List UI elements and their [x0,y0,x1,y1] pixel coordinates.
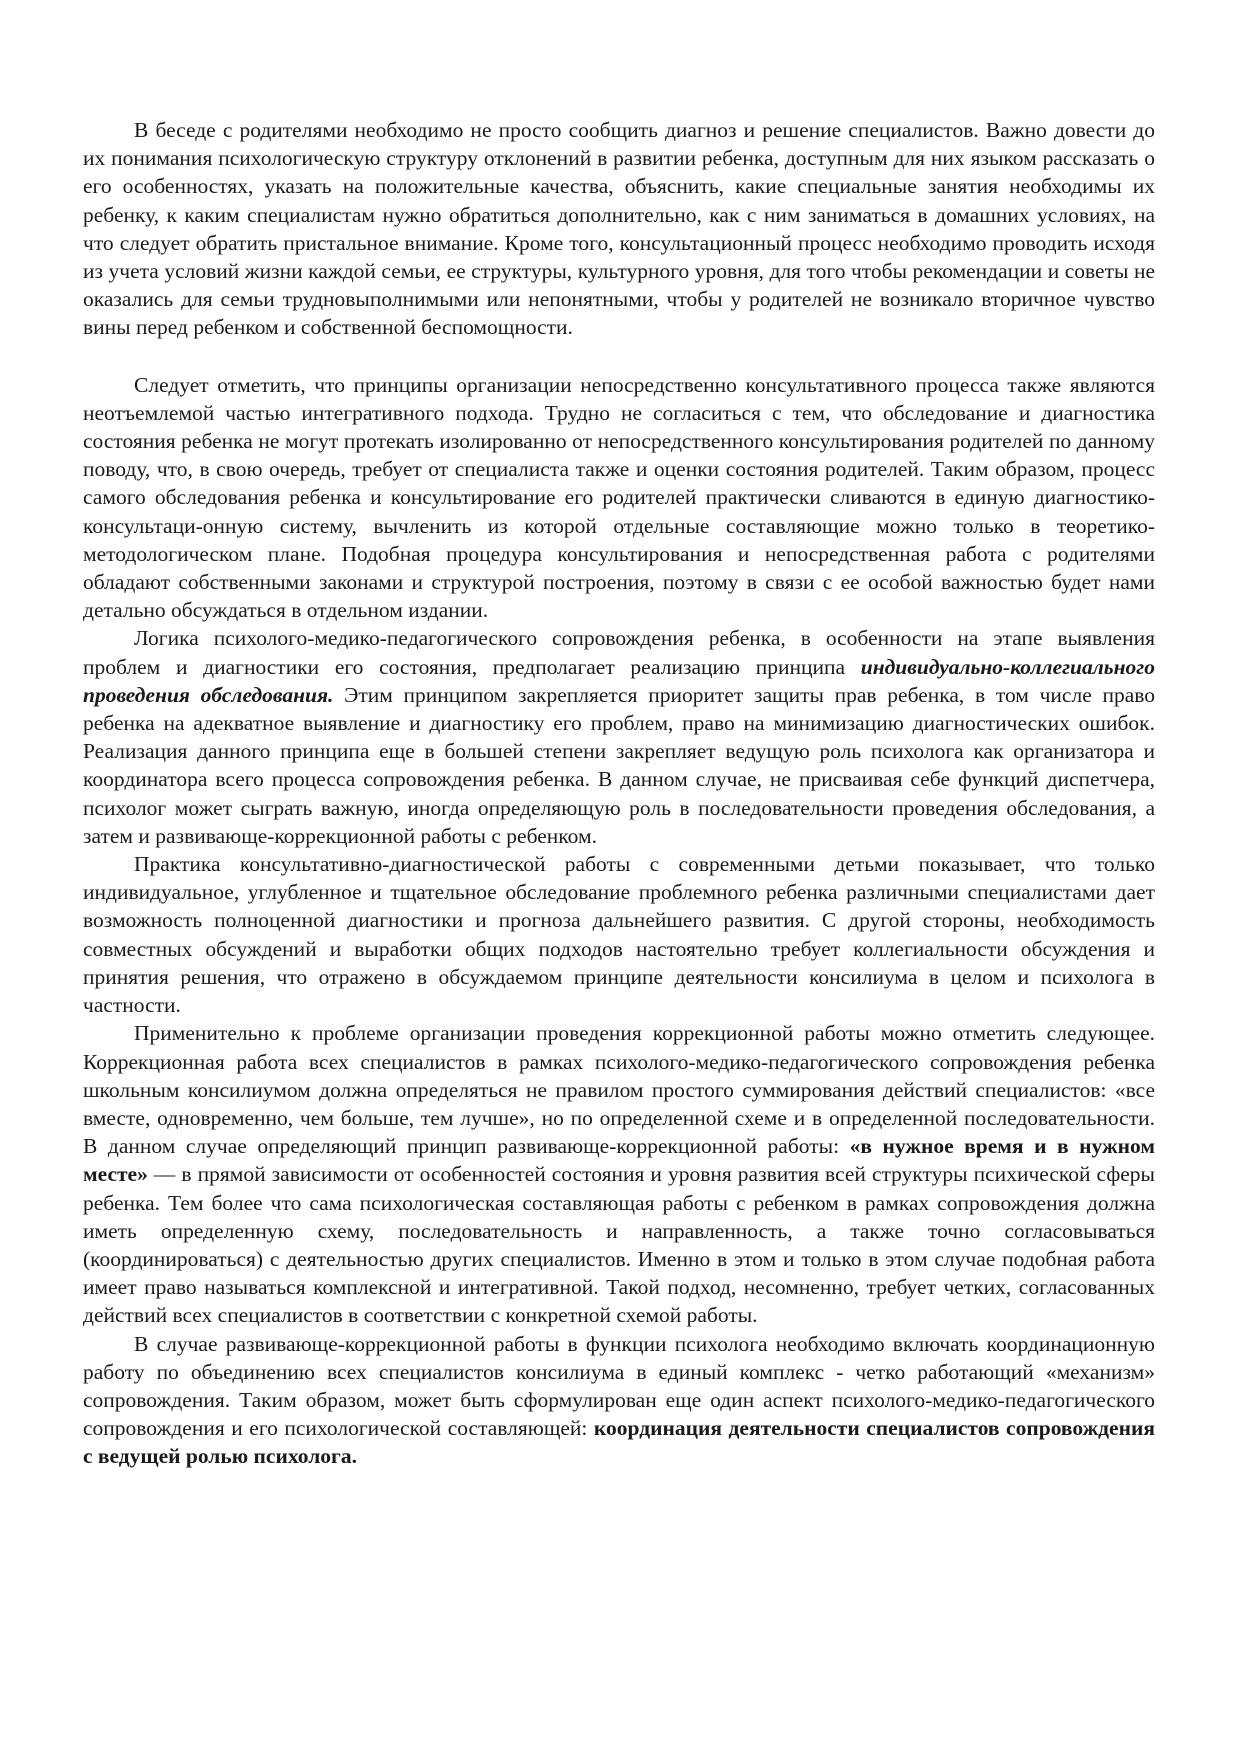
paragraph-3 [83,624,1155,850]
document-page [83,116,1155,1471]
paragraph-5 [83,1019,1155,1329]
paragraph-1-text: В беседе с родителями необходимо не просто сообщить диагноз и решение специалистов. Важно довести до их понимания психологическую структуру отклонений в развитии ребенка, доступным для них языком рассказать о его особенностях, указать на положительные качества, объяснить, какие специальные занятия необходимы их ребенку, к каким специалистам нужно обратиться дополнительно, как с ним заниматься в домашних условиях, на что следует обратить пристальное внимание. Кроме того, консультационный процесс необходимо проводить исходя из учета условий жизни каждой семьи, ее структуры, культурного уровня, для того чтобы рекомендации и советы не оказались для семьи трудновыполнимыми или непонятными, чтобы у родителей не возникало вторичное чувство вины перед ребенком и собственной беспомощности. [83,118,1155,340]
paragraph-6-emphasis: координация деятельности специалистов сопровождения с ведущей ролью психолога. [83,1416,1155,1469]
paragraph-3-text-after: Этим принципом закрепляется приоритет защиты прав ребенка, в том числе право ребенка на адекватное выявление и диагностику его проблем, право на минимизацию диагностических ошибок. Реализация данного принципа еще в большей степени закрепляет ведущую роль психолога как организатора и координатора всего процесса сопровождения ребенка. В данном случае, не присваивая себе функций диспетчера, психолог может сыграть важную, иногда определяющую роль в последовательности проведения обследования, а затем и развивающе-коррекционной работы с ребенком. [83,682,1155,848]
paragraph-4 [83,850,1155,1019]
paragraph-4-text: Практика консультативно-диагностической работы с современными детьми показывает, что только индивидуальное, углубленное и тщательное обследование проблемного ребенка различными специалистами дает возможность полноценной диагностики и прогноза дальнейшего развития. С другой стороны, необходимость совместных обсуждений и выработки общих подходов настоятельно требует коллегиальности обсуждения и принятия решения, что отражено в обсуждаемом принципе деятельности консилиума в целом и психолога в частности. [83,852,1155,1018]
paragraph-5-text-before: Применительно к проблеме организации проведения коррекционной работы можно отметить следующее. Коррекционная работа всех специалистов в рамках психолого-медико-педагогического сопровождения ребенка школьным консилиумом должна определяться не правилом простого суммирования действий специалистов: «все вместе, одновременно, чем больше, тем лучше», но по определенной схеме и в определенной последовательности. В данном случае определяющий принцип развивающе-коррекционной работы: [83,1021,1155,1159]
paragraph-6 [83,1330,1155,1471]
paragraph-1 [83,116,1155,342]
paragraph-3-text-before: Логика психолого-медико-педагогического сопровождения ребенка, в особенности на этапе выявления проблем и диагностики его состояния, предполагает реализацию принципа [83,626,1155,679]
paragraph-5-text-after: — в прямой зависимости от особенностей состояния и уровня развития всей структуры психической сферы ребенка. Тем более что сама психологическая составляющая работы с ребенком в рамках сопровождения должна иметь определенную схему, последовательность и направленность, а также точно согласовываться (координироваться) с деятельностью других специалистов. Именно в этом и только в этом случае подобная работа имеет право называться комплексной и интегративной. Такой подход, несомненно, требует четких, согласованных действий всех специалистов в соответствии с конкретной схемой работы. [83,1162,1155,1328]
paragraph-6-text-before: В случае развивающе-коррекционной работы в функции психолога необходимо включать координационную работу по объединению всех специалистов консилиума в единый комплекс - четко работающий «механизм» сопровождения. Таким образом, может быть сформулирован еще один аспект психолого-медико-педагогического сопровождения и его психологической составляющей: [83,1331,1155,1441]
paragraph-3-emphasis: индивидуально-коллегиального проведения обследования. [83,654,1155,707]
paragraph-5-emphasis: «в нужное время и в нужном месте» [83,1134,1155,1187]
paragraph-2-text: Следует отметить, что принципы организации непосредственно консультативного процесса также являются неотъемлемой частью интегративного подхода. Трудно не согласиться с тем, что обследование и диагностика состояния ребенка не могут протекать изолированно от непосредственного консультирования родителей по данному поводу, что, в свою очередь, требует от специалиста также и оценки состояния родителей. Таким образом, процесс самого обследования ребенка и консультирование его родителей практически сливаются в единую диагностико-консультаци-онную систему, вычленить из которой отдельные составляющие можно только в теоретико-методологическом плане. Подобная процедура консультирования и непосредственная работа с родителями обладают собственными законами и структурой построения, поэтому в связи с ее особой важностью будет нами детально обсуждаться в отдельном издании. [83,372,1155,623]
paragraph-2 [83,371,1155,625]
